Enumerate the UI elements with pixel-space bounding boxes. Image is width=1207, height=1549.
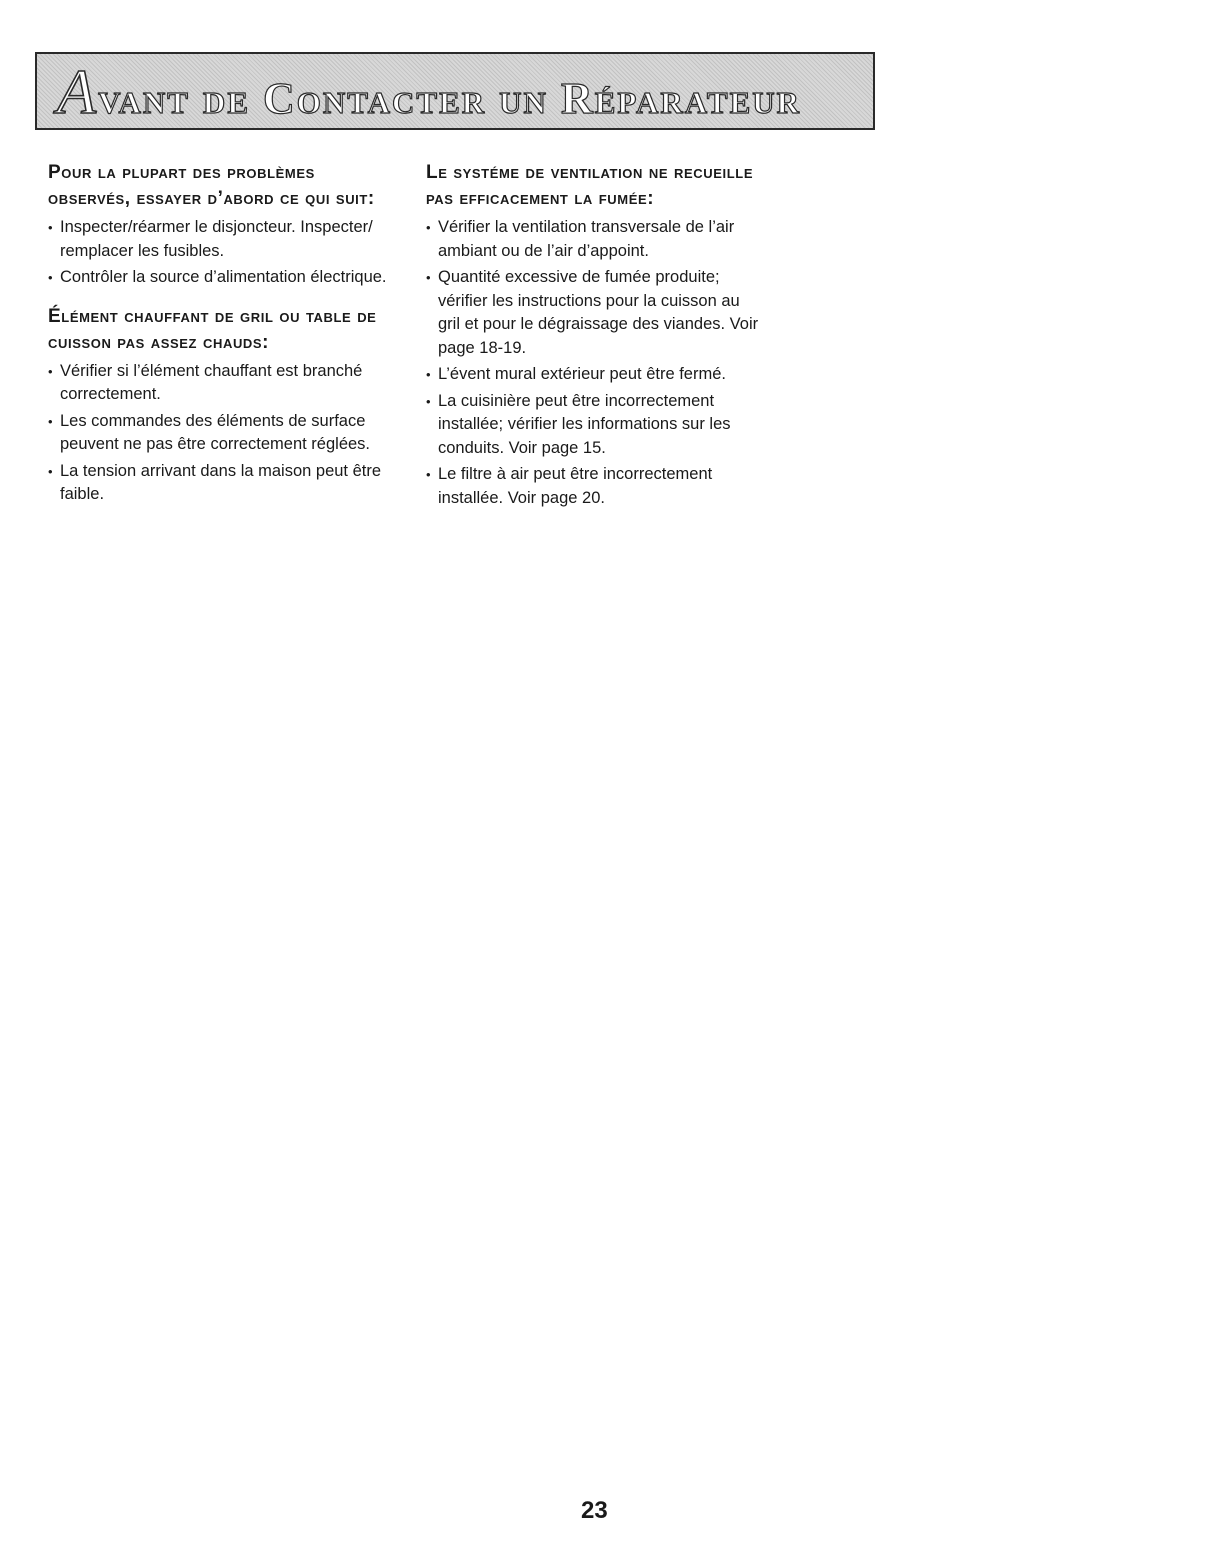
list-item: • Vérifier si l’élément chauffant est branché correctement. <box>48 360 403 407</box>
page-title <box>57 56 802 130</box>
title-initial: A <box>57 56 97 127</box>
list-item: • Les commandes des éléments de surface peuvent ne pas être correctement réglées. <box>48 410 403 457</box>
section-ventilation <box>426 160 766 510</box>
page-number: 23 <box>581 1497 608 1524</box>
bullet-list <box>426 216 766 510</box>
list-item: • Contrôler la source d’alimentation électrique. <box>48 266 403 290</box>
list-item: • La tension arrivant dans la maison peut être faible. <box>48 460 403 507</box>
section-heating-elements <box>48 304 403 507</box>
bullet-list <box>48 360 403 507</box>
title-rest: vant de Contacter un Réparateur <box>98 74 802 123</box>
section-heading: Pour la plupart des problèmes observés, essayer d’abord ce qui suit: <box>48 162 375 209</box>
list-item: • L’évent mural extérieur peut être fermé. <box>426 363 766 387</box>
section-general-problems <box>48 160 403 290</box>
list-item: • La cuisinière peut être incorrectement installée; vérifier les informations sur les conduits. Voir page 15. <box>426 390 766 461</box>
left-column <box>48 160 403 521</box>
list-item: • Le filtre à air peut être incorrectement installée. Voir page 20. <box>426 463 766 510</box>
bullet-list <box>48 216 403 290</box>
title-banner <box>35 52 875 130</box>
right-column <box>426 160 766 524</box>
list-item: • Quantité excessive de fumée produite; vérifier les instructions pour la cuisson au gril et pour le dégraissage des viandes. Voir page 18-19. <box>426 266 766 360</box>
list-item: • Inspecter/réarmer le disjoncteur. Inspecter/ remplacer les fusibles. <box>48 216 403 263</box>
list-item: • Vérifier la ventilation transversale de l’air ambiant ou de l’air d’appoint. <box>426 216 766 263</box>
section-heading: Le systéme de ventilation ne recueille pas efficacement la fumée: <box>426 162 754 209</box>
section-heading: Élément chauffant de gril ou table de cuisson pas assez chauds: <box>48 305 377 353</box>
